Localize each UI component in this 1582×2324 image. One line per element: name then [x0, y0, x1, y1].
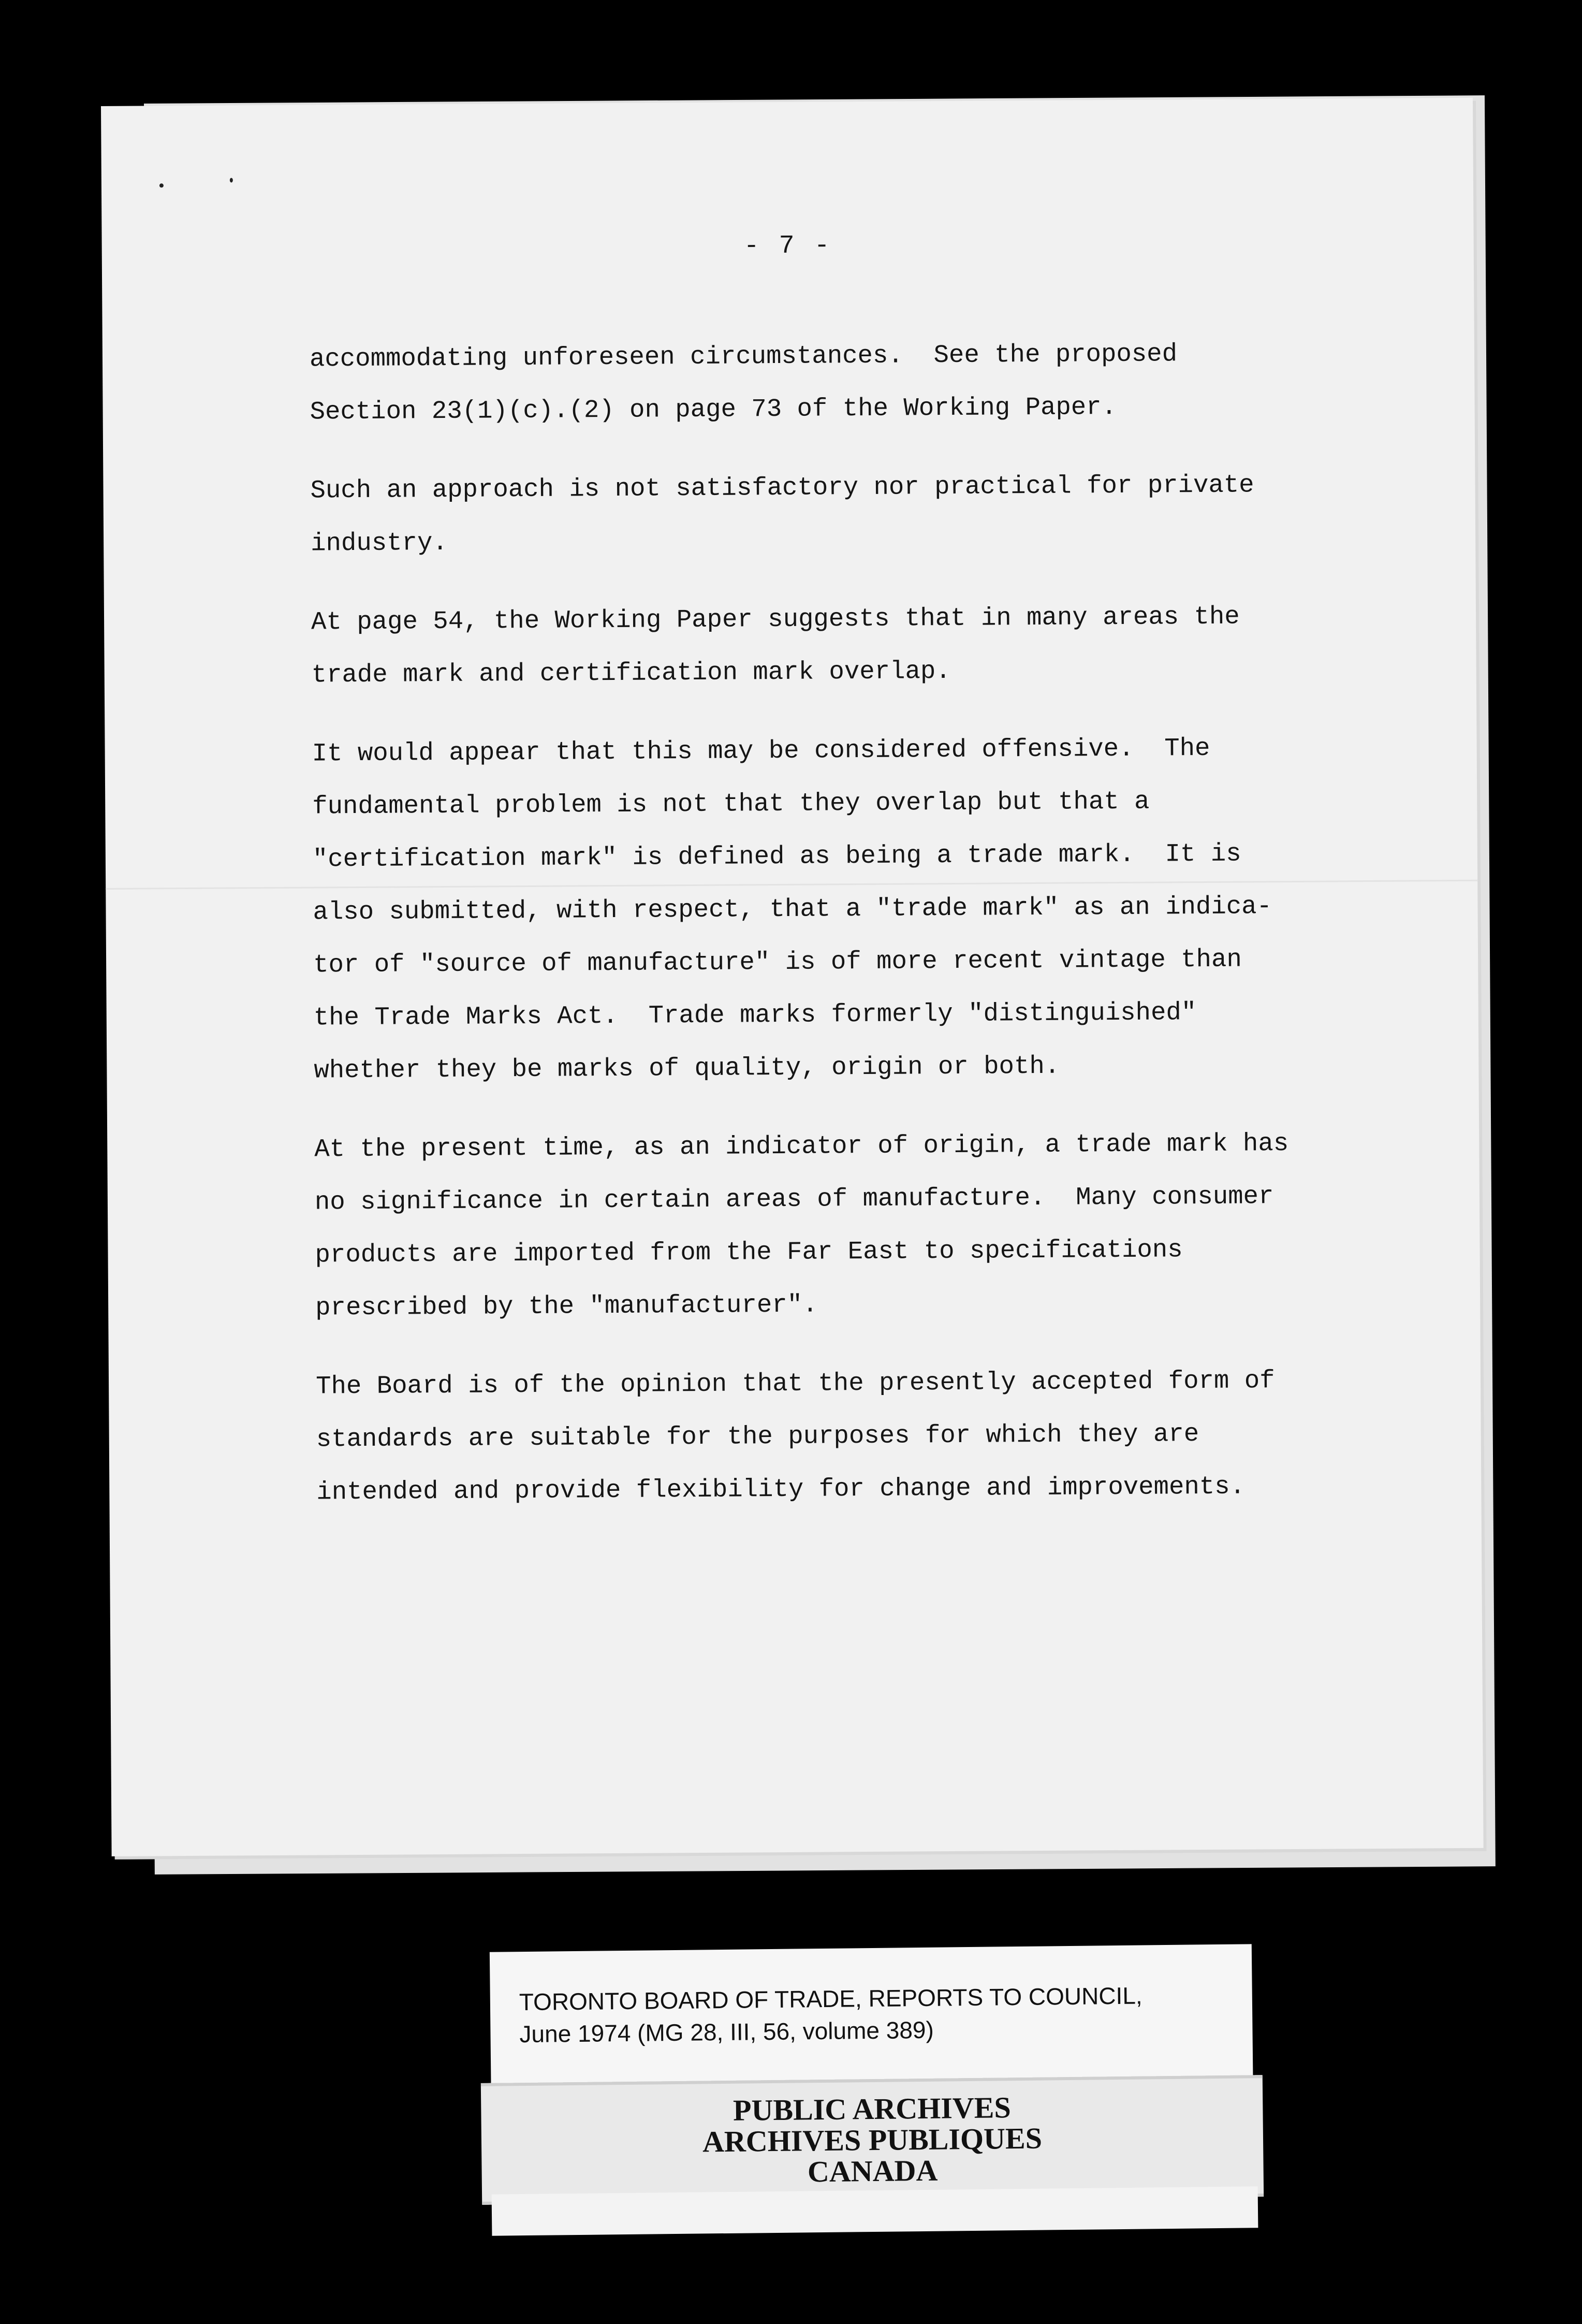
document-page — [101, 98, 1484, 1856]
archive-stamp-line: CANADA — [807, 2153, 938, 2189]
body-text — [310, 326, 1414, 1545]
text-line: accommodating unforeseen circumstances. See the proposed — [309, 339, 1178, 374]
text-line: At page 54, the Working Paper suggests that in many areas the — [311, 602, 1240, 637]
paragraph — [312, 721, 1411, 1097]
paragraph — [310, 458, 1408, 570]
text-line: products are imported from the Far East to specifications — [315, 1235, 1183, 1270]
text-line: At the present time, as an indicator of origin, a trade mark has — [314, 1129, 1289, 1164]
text-line: The Board is of the opinion that the presently accepted form of — [315, 1366, 1275, 1401]
text-line: It would appear that this may be considered offensive. The — [312, 733, 1210, 768]
label-bottom-strip — [492, 2186, 1258, 2235]
paragraph — [314, 1116, 1413, 1334]
text-line: no significance in certain areas of manufacture. Many consumer — [314, 1182, 1274, 1217]
text-line: the Trade Marks Act. Trade marks formerly "distinguished" — [313, 998, 1197, 1033]
archive-reference-text — [519, 1980, 1143, 2051]
text-line: fundamental problem is not that they overlap but that a — [312, 787, 1150, 821]
archive-reference-line: June 1974 (MG 28, III, 56, volume 389) — [519, 2016, 934, 2048]
text-line: also submitted, with respect, that a "trade mark" as an indica- — [313, 892, 1272, 927]
paragraph — [311, 589, 1409, 702]
text-line: industry. — [310, 528, 448, 558]
text-line: intended and provide flexibility for change and improvements. — [316, 1472, 1246, 1507]
text-line: "certification mark" is defined as being a trade mark. It is — [312, 839, 1241, 874]
archive-stamp — [481, 2075, 1264, 2205]
text-line: whether they be marks of quality, origin or both. — [314, 1051, 1060, 1085]
text-line: Section 23(1)(c).(2) on page 73 of the Working Paper. — [310, 393, 1117, 427]
page-number: - 7 - — [743, 231, 832, 262]
archive-stamp-text — [481, 2089, 1264, 2191]
text-line: standards are suitable for the purposes for which they are — [316, 1419, 1199, 1454]
text-line: prescribed by the "manufacturer". — [315, 1290, 818, 1323]
speck-mark — [159, 183, 164, 187]
paragraph — [310, 326, 1408, 439]
paragraph — [316, 1354, 1414, 1519]
archive-stamp-line: PUBLIC ARCHIVES — [733, 2090, 1012, 2127]
archive-reference-line: TORONTO BOARD OF TRADE, REPORTS TO COUNCIL, — [519, 1982, 1142, 2016]
archive-stamp-line: ARCHIVES PUBLIQUES — [702, 2121, 1043, 2159]
speck-mark — [230, 178, 233, 182]
text-line: Such an approach is not satisfactory nor practical for private — [310, 470, 1254, 505]
text-line: trade mark and certification mark overlap. — [311, 656, 951, 690]
text-line: tor of "source of manufacture" is of more recent vintage than — [313, 945, 1242, 980]
